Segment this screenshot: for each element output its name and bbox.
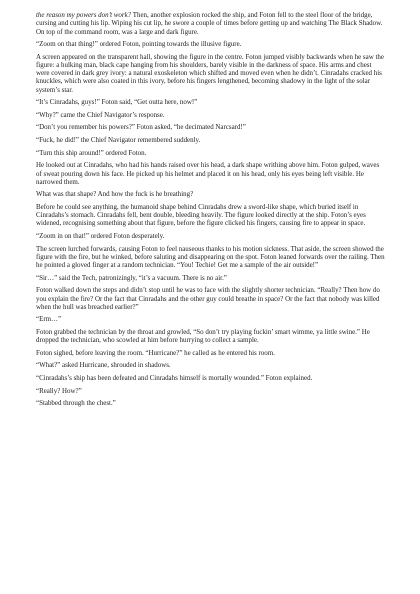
paragraph: He looked out at Cinradahs, who had his hands raised over his head, a dark shape writhing above him. Foton gulped, waves of sweat pouring down his face. He picked up his helmet and placed it on his head, only his eyes being left visible. He narrowed them. [36,161,380,186]
paragraph: The screen lurched forwards, causing Foton to feel nauseous thanks to his motion sickness. That aside, the screen showed the figure with the fire, but he winked, before saluting and disappearing on the spot. Foton leaned forwards over the railing. Then he pointed a gloved finger at a random technician. “You! Techie! Get me a sample of the air outside!” [36,244,385,270]
paragraph: “What?” asked Hurricane, shrouded in shadows. [36,361,171,370]
paragraph: “Why?” came the Chief Navigator’s response. [36,110,165,119]
opening-italic-text: the reason my powers don’t work? [36,11,132,19]
paragraph: “Stabbed through the chest.” [36,399,116,408]
paragraph: “Zoom on that thing!” ordered Foton, pointing towards the illusive figure. [36,40,242,49]
opening-paragraph [36,11,385,36]
paragraph: “Zoom in on that!” ordered Foton desperately. [36,232,165,241]
paragraph: “Turn this ship around!” ordered Foton. [36,148,147,157]
paragraph: “Really? How?” [36,386,82,395]
paragraph: “Cinradahs’s ship has been defeated and Cinradahs himself is mortally wounded.” Foton explained. [36,374,313,383]
paragraph: Foton walked down the steps and didn’t stop until he was to face with the slightly shorter technician. “Really? Then how do you explain the fire? Or the fact that Cinradahs and the other guy could breathe in space? Or the fact that nobody was killed when the hull was breached earlier?” [36,286,380,311]
paragraph: “Sir…” said the Tech, patronizingly, “it’s a vacuum. There is no air.” [36,273,227,282]
paragraph: What was that shape? And how the fuck is he breathing? [36,190,194,199]
paragraph: Before he could see anything, the humanoid shape behind Cinradahs drew a sword-like shape, which buried itself in Cinradahs’s stomach. Cinradahs fell, bent double, bleeding heavily. The figure looked directly at the ship. Foton’s eyes widened, recognising something about that figure, before the figure clicked his fingers, causing fire to appear in space. [36,202,366,228]
paragraph: “Don’t you remember his powers?” Foton asked, “he decimated Narcsard!” [36,123,246,132]
opening-text: Then, another explosion rocked the ship, and Foton fell to the steel floor of the bridge, cursing and cutting his lip. Wiping his cut lip, he swore a couple of times before getting up and watching The Black Shadow. On top of the command room, was a large and dark figure. [36,11,383,36]
paragraph: “It’s Cinradahs, guys!” Foton said, “Get outta here, now!” [36,98,198,107]
paragraph: Foton grabbed the technician by the throat and growled, “So don’t try playing fuckin’ smart wimme, ya little swine.” He dropped the technician, who scowled at him before hurrying to collect a sample. [36,328,370,345]
paragraph: “Erm…” [36,315,62,324]
paragraph: “Fuck, he did!” the Chief Navigator remembered suddenly. [36,136,201,145]
paragraph: A screen appeared on the transparent hall, showing the figure in the centre. Foton jumped visibly backwards when he saw the figure: a hulking man, black cape hanging from his shoulders, barely visible in the darkness of space. His arms and chest were covered in dark grey ivory: a natural exoskeleton which shifted and moved even when he didn’t. Cinradahs cracked his knuckles, which were also coated in this ivory, before his fingers lengthened, becoming shadowy in the light of the solar system’s star. [36,52,384,94]
paragraph: Foton sighed, before leaving the room. “Hurricane?” he called as he entered his room. [36,348,275,357]
